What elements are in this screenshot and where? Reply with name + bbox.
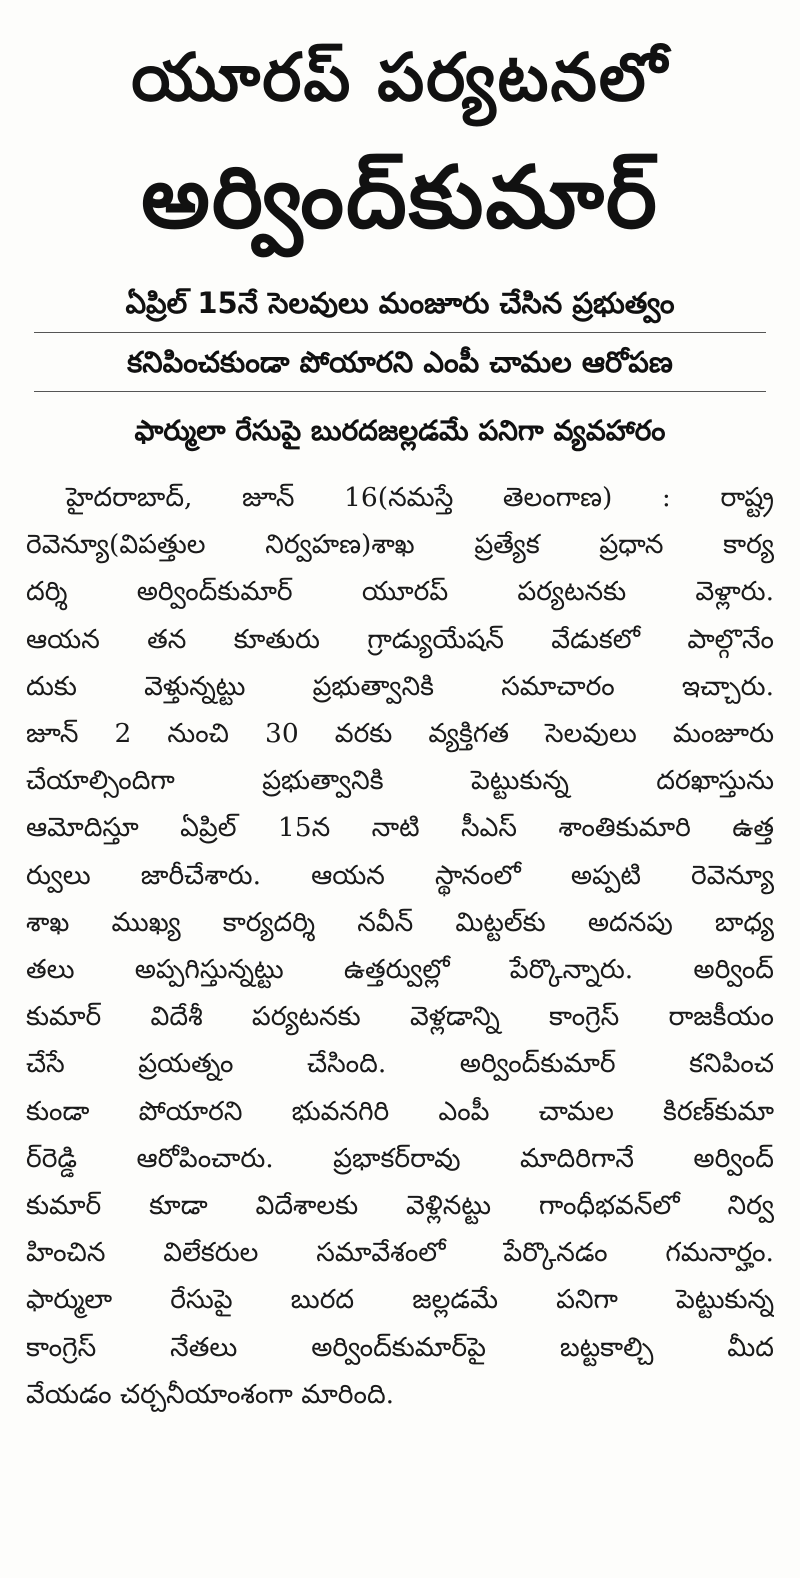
headline <box>0 0 800 262</box>
body-line: కుమార్ విదేశీ పర్యటనకు వెళ్లడాన్ని కాంగ్రెస్ రాజకీయం <box>26 1001 774 1033</box>
subheading-3: ఫార్ములా రేసుపై బురదజల్లడమే పనిగా వ్యవహారం <box>134 414 666 447</box>
headline-line-2: అర్వింద్‌కుమార్ <box>141 148 659 248</box>
body-line: ఫార్ములా రేసుపై బురద జల్లడమే పనిగా పెట్టుకున్న <box>26 1284 774 1316</box>
body-line: చేసే ప్రయత్నం చేసింది. అర్వింద్‌కుమార్ కనిపించ <box>26 1048 774 1080</box>
body-line: హించిన విలేకరుల సమావేశంలో పేర్కొనడం గమనార్హం. <box>26 1237 774 1269</box>
body-line: కుమార్ కూడా విదేశాలకు వెళ్లినట్టు గాంధీభవన్‌లో నిర్వ <box>26 1190 774 1222</box>
headline-line-1: యూరప్ పర్యటనలో <box>131 39 669 116</box>
body-line: జూన్ 2 నుంచి 30 వరకు వ్యక్తిగత సెలవులు మంజూరు <box>26 718 774 750</box>
body-line: కుండా పోయారని భువనగిరి ఎంపీ చామల కిరణ్‌కుమా <box>26 1095 774 1127</box>
body-line: ర్వులు జారీచేశారు. ఆయన స్థానంలో అప్పటి రెవెన్యూ <box>26 859 774 891</box>
body-line: దర్శి అర్వింద్‌కుమార్ యూరప్ పర్యటనకు వెళ్లారు. <box>26 576 774 608</box>
body-line: వేయడం చర్చనీయాంశంగా మారింది. <box>26 1378 395 1410</box>
body-line: కాంగ్రెస్ నేతలు అర్వింద్‌కుమార్‌పై బట్టకాల్చి మీద <box>26 1331 774 1363</box>
body-line: తలు అప్పగిస్తున్నట్టు ఉత్తర్వుల్లో పేర్కొన్నారు. అర్వింద్ <box>26 954 774 986</box>
body-line: చేయాల్సిందిగా ప్రభుత్వానికి పెట్టుకున్న దరఖాస్తును <box>26 765 774 797</box>
subheading-1: ఏప్రిల్ 15నే సెలవులు మంజూరు చేసిన ప్రభుత్వం <box>34 274 766 333</box>
body-line: హైదరాబాద్, జూన్ 16(నమస్తే తెలంగాణ) : రాష్ట్ర <box>66 482 774 513</box>
body-line: ఆమోదిస్తూ ఏప్రిల్ 15న నాటి సీఎస్ శాంతికుమారి ఉత్త <box>26 812 774 844</box>
subheading-2: కనిపించకుండా పోయారని ఎంపీ చామల ఆరోపణ <box>34 333 766 392</box>
body-line: ఆయన తన కూతురు గ్రాడ్యుయేషన్ వేడుకలో పాల్గొనేం <box>26 623 774 655</box>
article-body <box>26 474 774 1418</box>
body-line: రెవెన్యూ(విపత్తుల నిర్వహణ)శాఖ ప్రత్యేక ప్రధాన కార్య <box>26 529 774 561</box>
body-line: శాఖ ముఖ్య కార్యదర్శి నవీన్ మిట్టల్‌కు అదనపు బాధ్య <box>26 906 774 938</box>
body-line: ర్‌రెడ్డి ఆరోపించారు. ప్రభాకర్‌రావు మాదిరిగానే అర్వింద్ <box>26 1142 774 1174</box>
body-line: దుకు వెళ్తున్నట్టు ప్రభుత్వానికి సమాచారం ఇచ్చారు. <box>26 670 774 702</box>
